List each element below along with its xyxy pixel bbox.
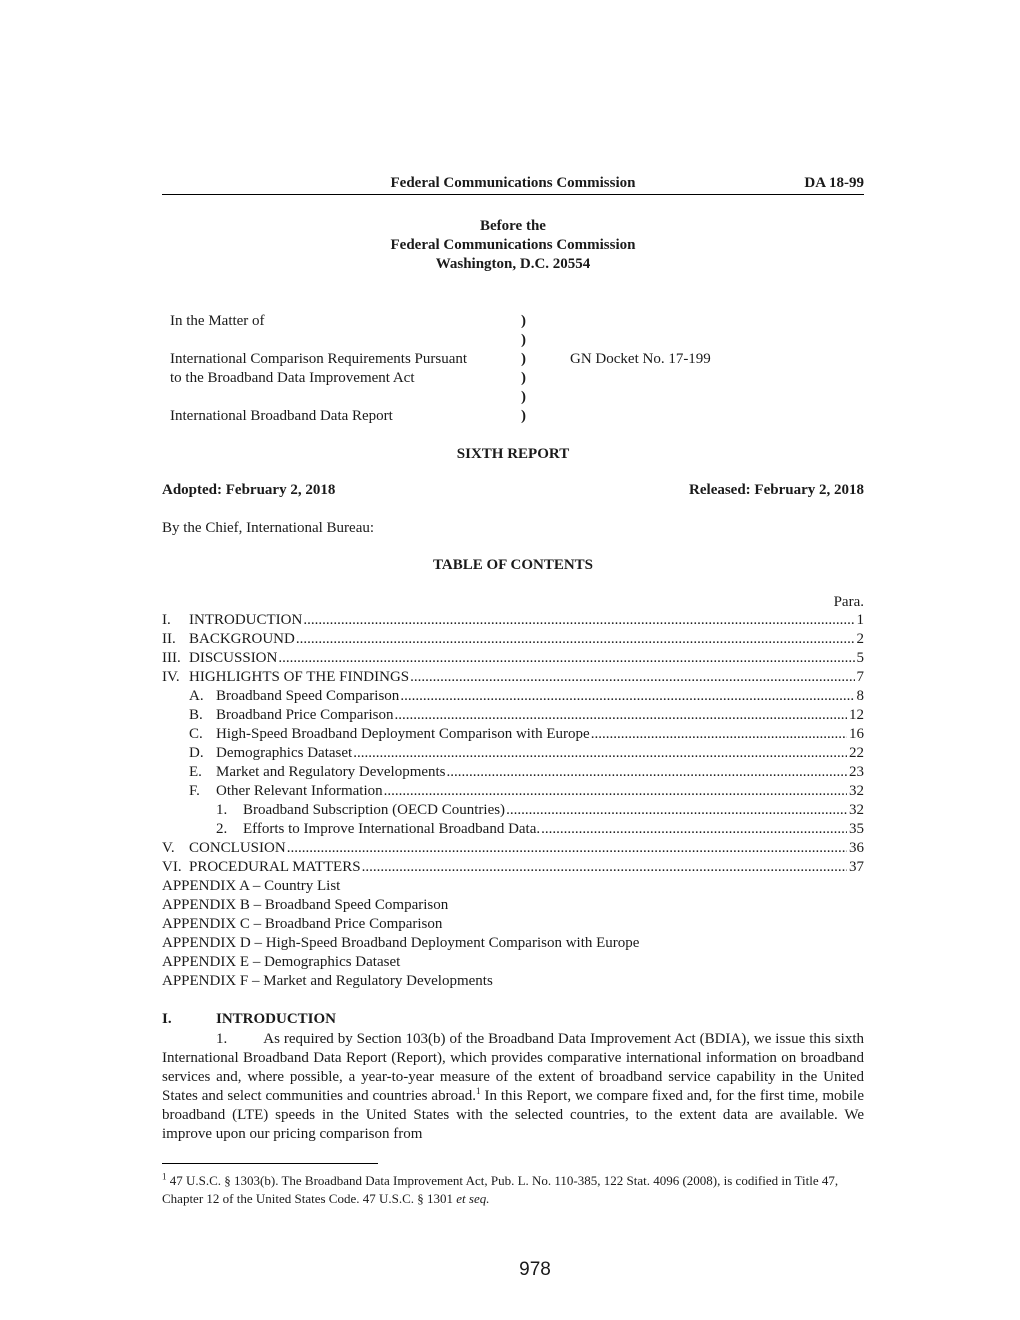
before-line-2: Federal Communications Commission [390,237,636,253]
toc-entry-number: II. [162,631,176,647]
toc-entry-number: D. [189,745,204,761]
toc-entry-number: E. [189,764,202,780]
section-title: INTRODUCTION [216,1011,337,1027]
toc-appendix[interactable]: APPENDIX F – Market and Regulatory Developments [162,973,493,989]
toc-entry[interactable] [162,668,864,687]
adopted-date: Adopted: February 2, 2018 [162,482,336,498]
toc-entry-page: 32 [849,802,864,818]
toc-entry[interactable] [162,649,864,668]
toc-leader-dots [384,782,847,801]
toc-leader-dots [296,630,855,649]
toc-entry-page: 12 [849,707,864,723]
toc-leader-dots [303,611,854,630]
toc-entry-label: High-Speed Broadband Deployment Comparison with Europe [216,726,590,742]
by-line: By the Chief, International Bureau: [162,520,375,536]
page-header [162,175,864,195]
toc-entry-number: III. [162,650,181,666]
toc-entry-label: PROCEDURAL MATTERS [189,859,361,875]
toc-entry-label: CONCLUSION [189,840,286,856]
toc-entry-label: Broadband Speed Comparison [216,688,400,704]
toc-leader-dots [506,801,847,820]
paren: ) [521,313,526,329]
toc-entry-number: IV. [162,669,180,685]
section-number: I. [162,1011,172,1027]
toc-entry-number: 2. [216,821,228,837]
paren: ) [521,351,526,367]
toc-entry[interactable] [162,725,864,744]
matter-line-3: International Broadband Data Report [170,408,393,424]
toc-entry[interactable] [162,706,864,725]
docket-number: GN Docket No. 17-199 [570,351,711,367]
toc-appendix[interactable]: APPENDIX D – High-Speed Broadband Deployment Comparison with Europe [162,935,640,951]
toc-leader-dots [353,744,847,763]
toc-entry-number: B. [189,707,203,723]
toc-entry-label: Broadband Price Comparison [216,707,394,723]
toc-entry-label: DISCUSSION [189,650,278,666]
toc-entry[interactable] [162,782,864,801]
toc-entry[interactable] [162,763,864,782]
toc-entry-label: Efforts to Improve International Broadband Data. [243,821,541,837]
paragraph-number: 1. [216,1031,228,1047]
paragraph-text-continued: In this Report, we compare fixed and, for the first time, mobile broadband (LTE) speeds in the United States with the selected countries, to the extent data are available. We improve upon our pricing comparison from [162,1088,864,1142]
released-date: Released: February 2, 2018 [689,482,864,498]
toc-title: TABLE OF CONTENTS [432,557,594,573]
toc-entry[interactable] [162,744,864,763]
paragraph-1 [162,1030,864,1144]
footnote-1 [162,1172,864,1208]
toc-entry-number: V. [162,840,175,856]
toc-entry[interactable] [162,858,864,877]
toc-entry-label: Market and Regulatory Developments [216,764,446,780]
toc-entry-number: VI. [162,859,182,875]
toc-entry-number: F. [189,783,200,799]
toc-entry[interactable] [162,630,864,649]
toc-entry-page: 5 [856,650,864,666]
footnote-text: 47 U.S.C. § 1303(b). The Broadband Data Improvement Act, Pub. L. No. 110-385, 122 Stat. 4096 (2008), is codified in Title 47, Chapter 12 of the United States Code. 47 U.S.C. § 1301 [162,1173,839,1206]
toc-leader-dots [447,763,847,782]
toc-entry-page: 35 [849,821,864,837]
toc-leader-dots [278,649,854,668]
toc-entry-page: 32 [849,783,864,799]
toc-leader-dots [287,839,847,858]
toc-leader-dots [591,725,847,744]
matter-line-1: International Comparison Requirements Pursuant [170,351,468,367]
toc-leader-dots [410,668,854,687]
toc-entry-number: 1. [216,802,228,818]
toc-entry-number: C. [189,726,203,742]
toc-appendix[interactable]: APPENDIX C – Broadband Price Comparison [162,916,443,932]
footnote-separator [162,1163,378,1164]
toc-leader-dots [541,820,847,839]
toc-entry-page: 2 [856,631,864,647]
toc-appendix[interactable]: APPENDIX B – Broadband Speed Comparison [162,897,449,913]
toc-entry-page: 1 [856,612,864,628]
toc-entry-page: 16 [849,726,864,742]
toc-para-label: Para. [833,594,864,610]
paren: ) [521,332,526,348]
toc-appendix[interactable]: APPENDIX A – Country List [162,878,341,894]
report-title: SIXTH REPORT [456,446,570,462]
in-the-matter: In the Matter of [170,313,265,329]
toc-entry-number: I. [162,612,171,628]
toc-entry-label: INTRODUCTION [189,612,303,628]
toc-entry-label: Other Relevant Information [216,783,383,799]
toc-entry-page: 36 [849,840,864,856]
toc-entry-label: Demographics Dataset [216,745,353,761]
paren: ) [521,370,526,386]
paragraph-text: As required by Section 103(b) of the Broadband Data Improvement Act (BDIA), we issue this sixth International Broadband Data Report (Report), which provides comparative international information on broadband services and, where possible, a year-to-year measure of the extent of broadband service capability in the United States and select communities and countries abroad. [162,1031,864,1104]
toc-entry[interactable] [162,839,864,858]
table-of-contents [162,611,864,991]
paren: ) [521,408,526,424]
toc-entry-label: HIGHLIGHTS OF THE FINDINGS [189,669,410,685]
toc-entry-page: 7 [856,669,864,685]
footnote-et-seq: et seq. [456,1191,490,1206]
toc-leader-dots [362,858,847,877]
before-line-1: Before the [480,218,546,234]
header-doc-number: DA 18-99 [804,175,864,191]
toc-entry[interactable] [162,820,864,839]
toc-entry-label: Broadband Subscription (OECD Countries) [243,802,506,818]
page-number: 978 [519,1259,551,1280]
toc-entry[interactable] [162,611,864,630]
toc-entry[interactable] [162,687,864,706]
footnote-number: 1 [162,1171,167,1182]
toc-entry-number: A. [189,688,204,704]
toc-entry-page: 8 [856,688,864,704]
toc-entry-page: 37 [849,859,864,875]
matter-line-2: to the Broadband Data Improvement Act [170,370,415,386]
toc-leader-dots [400,687,854,706]
toc-entry-page: 22 [849,745,864,761]
header-agency: Federal Communications Commission [390,175,636,191]
toc-leader-dots [394,706,847,725]
paren: ) [521,389,526,405]
toc-appendix[interactable]: APPENDIX E – Demographics Dataset [162,954,401,970]
footnote-reference[interactable]: 1 [476,1086,481,1096]
toc-entry[interactable] [162,801,864,820]
before-line-3: Washington, D.C. 20554 [435,256,591,272]
toc-entry-page: 23 [849,764,864,780]
toc-entry-label: BACKGROUND [189,631,295,647]
before-block [162,217,864,274]
